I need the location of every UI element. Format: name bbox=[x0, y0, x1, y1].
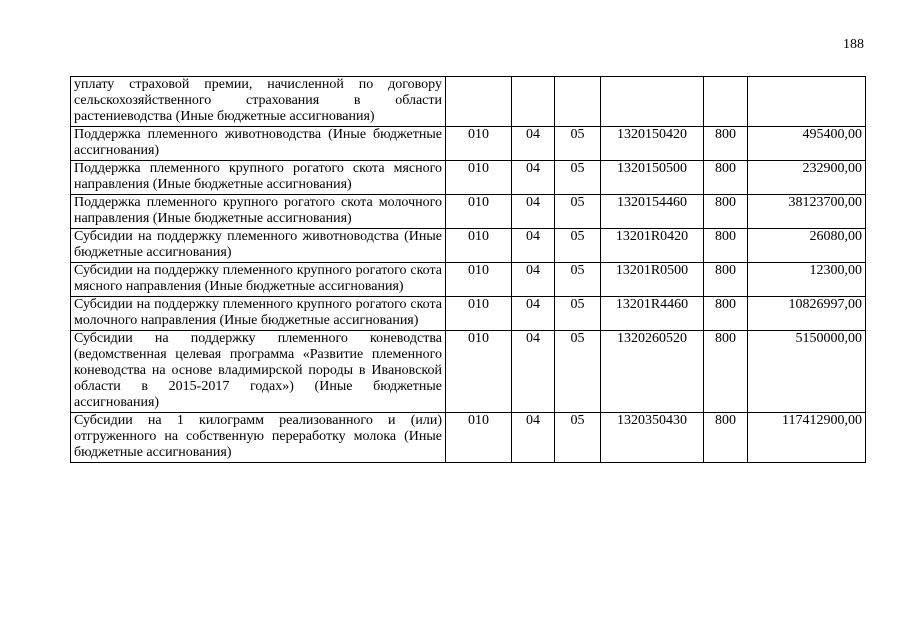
amount-cell: 12300,00 bbox=[748, 263, 866, 297]
expense-type-cell bbox=[704, 77, 748, 127]
chapter-code-cell: 010 bbox=[446, 413, 512, 463]
description-cell: Субсидии на поддержку племенного животноводства (Иные бюджетные ассигнования) bbox=[71, 229, 446, 263]
section-code-cell: 04 bbox=[512, 263, 555, 297]
section-code-cell: 04 bbox=[512, 297, 555, 331]
amount-cell: 26080,00 bbox=[748, 229, 866, 263]
subsection-code-cell: 05 bbox=[555, 263, 601, 297]
description-cell: Субсидии на поддержку племенного крупного рогатого скота мясного направления (Иные бюджетные ассигнования) bbox=[71, 263, 446, 297]
chapter-code-cell: 010 bbox=[446, 195, 512, 229]
budget-table bbox=[70, 76, 866, 463]
target-article-cell: 13201R0420 bbox=[601, 229, 704, 263]
amount-cell: 495400,00 bbox=[748, 127, 866, 161]
target-article-cell bbox=[601, 77, 704, 127]
description-cell: Поддержка племенного животноводства (Иные бюджетные ассигнования) bbox=[71, 127, 446, 161]
expense-type-cell: 800 bbox=[704, 297, 748, 331]
table-row bbox=[71, 263, 866, 297]
amount-cell bbox=[748, 77, 866, 127]
expense-type-cell: 800 bbox=[704, 263, 748, 297]
section-code-cell: 04 bbox=[512, 331, 555, 413]
target-article-cell: 1320260520 bbox=[601, 331, 704, 413]
target-article-cell: 13201R4460 bbox=[601, 297, 704, 331]
section-code-cell: 04 bbox=[512, 161, 555, 195]
chapter-code-cell: 010 bbox=[446, 331, 512, 413]
description-cell: Субсидии на поддержку племенного крупного рогатого скота молочного направления (Иные бюджетные ассигнования) bbox=[71, 297, 446, 331]
chapter-code-cell: 010 bbox=[446, 263, 512, 297]
section-code-cell: 04 bbox=[512, 413, 555, 463]
page-number: 188 bbox=[843, 37, 864, 52]
expense-type-cell: 800 bbox=[704, 331, 748, 413]
chapter-code-cell: 010 bbox=[446, 127, 512, 161]
amount-cell: 10826997,00 bbox=[748, 297, 866, 331]
target-article-cell: 1320150500 bbox=[601, 161, 704, 195]
table-row bbox=[71, 413, 866, 463]
target-article-cell: 13201R0500 bbox=[601, 263, 704, 297]
subsection-code-cell: 05 bbox=[555, 297, 601, 331]
subsection-code-cell bbox=[555, 77, 601, 127]
chapter-code-cell: 010 bbox=[446, 161, 512, 195]
target-article-cell: 1320154460 bbox=[601, 195, 704, 229]
amount-cell: 5150000,00 bbox=[748, 331, 866, 413]
table-row bbox=[71, 77, 866, 127]
target-article-cell: 1320350430 bbox=[601, 413, 704, 463]
section-code-cell: 04 bbox=[512, 229, 555, 263]
expense-type-cell: 800 bbox=[704, 195, 748, 229]
chapter-code-cell: 010 bbox=[446, 229, 512, 263]
description-cell: Субсидии на 1 килограмм реализованного и (или) отгруженного на собственную переработку молока (Иные бюджетные ассигнования) bbox=[71, 413, 446, 463]
expense-type-cell: 800 bbox=[704, 413, 748, 463]
amount-cell: 38123700,00 bbox=[748, 195, 866, 229]
table-body bbox=[71, 77, 866, 463]
table-row bbox=[71, 229, 866, 263]
target-article-cell: 1320150420 bbox=[601, 127, 704, 161]
description-cell: Поддержка племенного крупного рогатого скота мясного направления (Иные бюджетные ассигнования) bbox=[71, 161, 446, 195]
table-row bbox=[71, 297, 866, 331]
expense-type-cell: 800 bbox=[704, 229, 748, 263]
amount-cell: 232900,00 bbox=[748, 161, 866, 195]
section-code-cell: 04 bbox=[512, 195, 555, 229]
subsection-code-cell: 05 bbox=[555, 331, 601, 413]
amount-cell: 117412900,00 bbox=[748, 413, 866, 463]
table-row bbox=[71, 195, 866, 229]
chapter-code-cell: 010 bbox=[446, 297, 512, 331]
subsection-code-cell: 05 bbox=[555, 127, 601, 161]
table-row bbox=[71, 331, 866, 413]
table-row bbox=[71, 127, 866, 161]
description-cell: Субсидии на поддержку племенного коневодства (ведомственная целевая программа «Развитие племенного коневодства на основе владимирской породы в Ивановской области в 2015-2017 годах») (Иные бюджетные ассигнования) bbox=[71, 331, 446, 413]
subsection-code-cell: 05 bbox=[555, 229, 601, 263]
expense-type-cell: 800 bbox=[704, 127, 748, 161]
subsection-code-cell: 05 bbox=[555, 413, 601, 463]
section-code-cell bbox=[512, 77, 555, 127]
subsection-code-cell: 05 bbox=[555, 195, 601, 229]
subsection-code-cell: 05 bbox=[555, 161, 601, 195]
table-row bbox=[71, 161, 866, 195]
expense-type-cell: 800 bbox=[704, 161, 748, 195]
description-cell: уплату страховой премии, начисленной по договору сельскохозяйственного страхования в области растениеводства (Иные бюджетные ассигнования) bbox=[71, 77, 446, 127]
section-code-cell: 04 bbox=[512, 127, 555, 161]
description-cell: Поддержка племенного крупного рогатого скота молочного направления (Иные бюджетные ассигнования) bbox=[71, 195, 446, 229]
chapter-code-cell bbox=[446, 77, 512, 127]
